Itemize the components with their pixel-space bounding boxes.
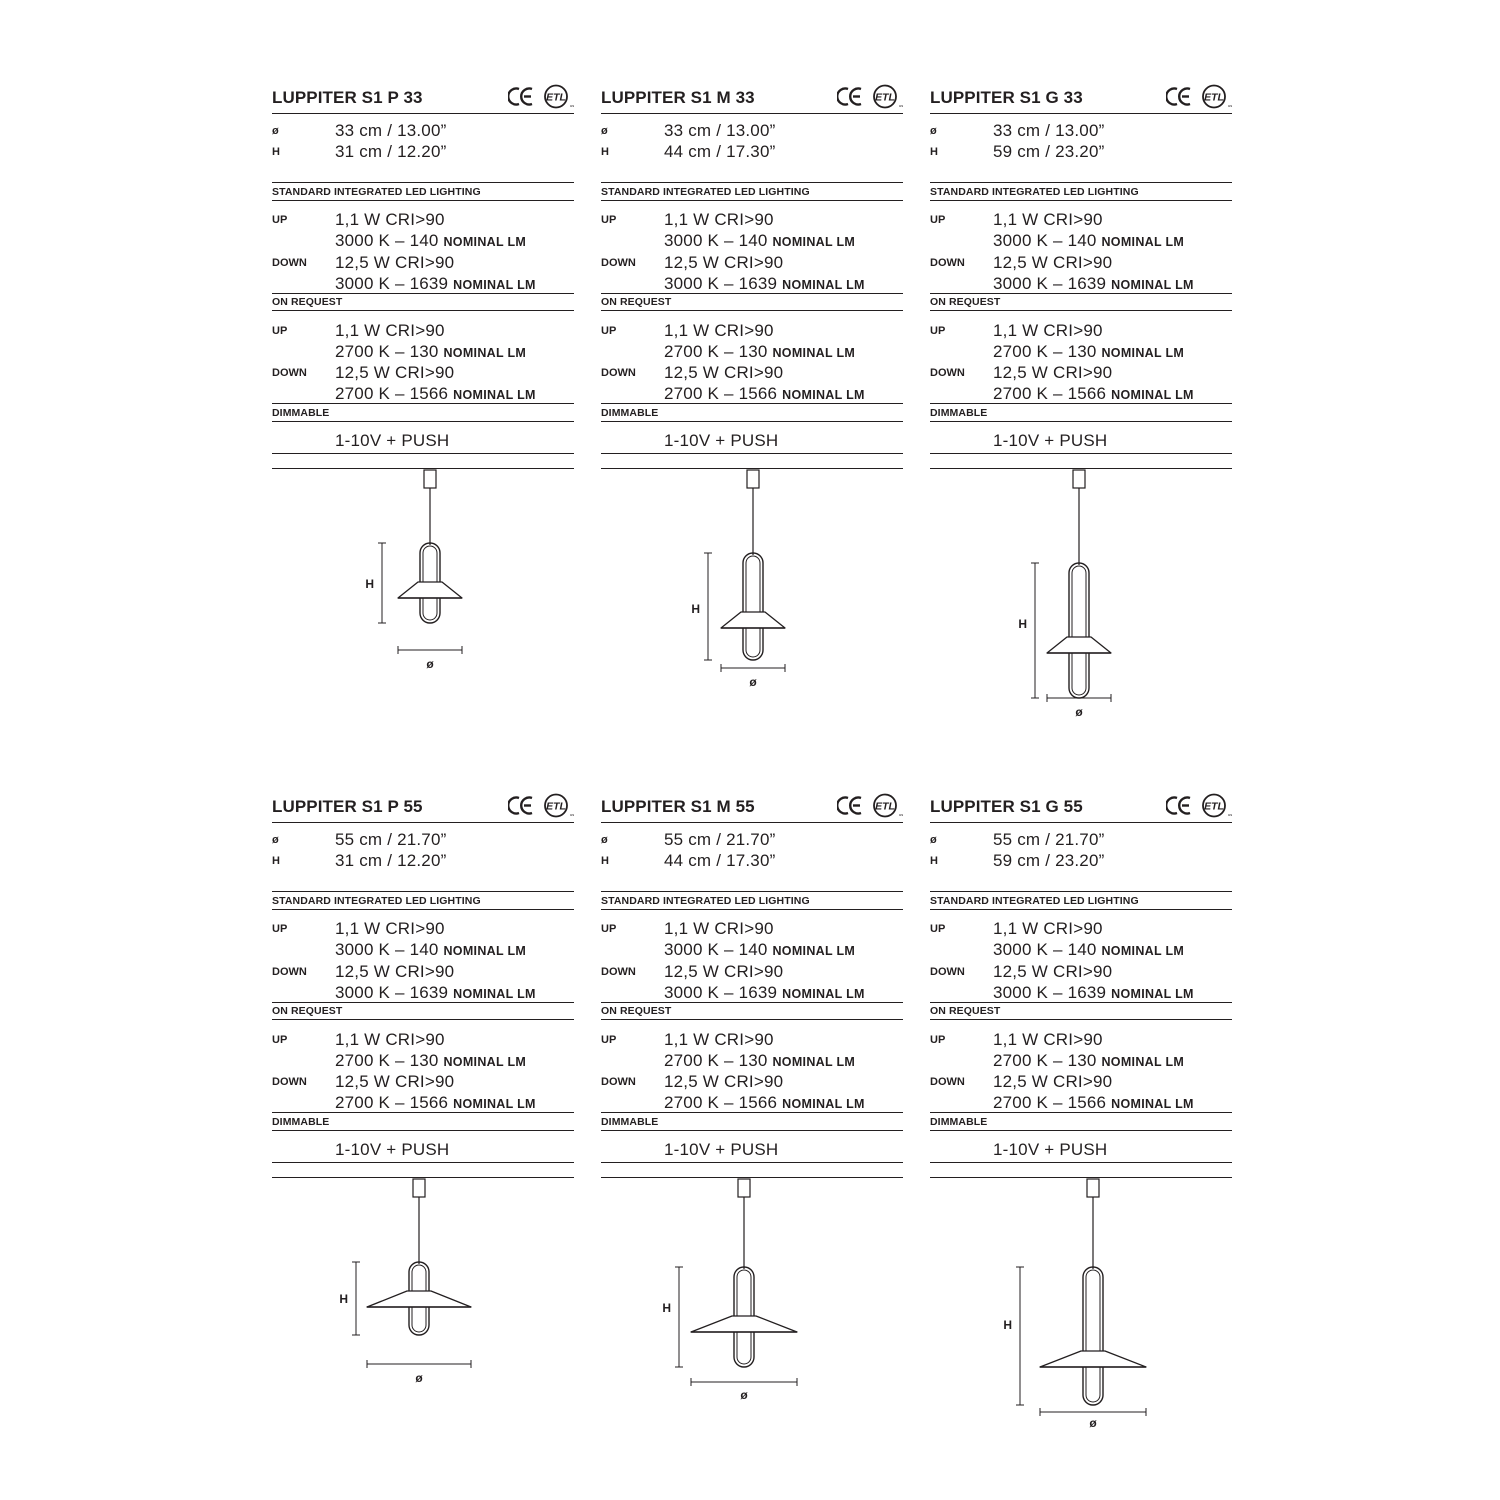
request-down-power: 12,5 W CRI>90: [664, 363, 784, 382]
dimmable-heading: DIMMABLE: [601, 1116, 659, 1128]
standard-down-label: DOWN: [930, 966, 965, 978]
divider: [930, 453, 1232, 454]
request-down-flux: 2700 K – 1566 NOMINAL LM: [335, 1093, 536, 1112]
divider: [930, 891, 1232, 892]
on-request-heading: ON REQUEST: [272, 1005, 343, 1017]
etl-listed-mark-icon: [1203, 795, 1232, 818]
height-label: H: [930, 855, 938, 867]
ce-mark-icon: [1166, 89, 1190, 105]
divider: [601, 293, 903, 294]
standard-down-power: 12,5 W CRI>90: [664, 253, 784, 272]
divider: [272, 310, 574, 311]
diameter-value: 33 cm / 13.00”: [993, 121, 1105, 140]
standard-lighting-heading: STANDARD INTEGRATED LED LIGHTING: [601, 186, 810, 198]
height-dimension-label: H: [1018, 617, 1027, 631]
request-up-power: 1,1 W CRI>90: [664, 1030, 774, 1049]
product-title: LUPPITER S1 M 33: [601, 88, 755, 107]
divider: [930, 310, 1232, 311]
request-down-power: 12,5 W CRI>90: [335, 363, 455, 382]
svg-text:us: us: [570, 812, 574, 817]
standard-up-label: UP: [272, 214, 288, 226]
divider: [272, 293, 574, 294]
divider: [930, 1019, 1232, 1020]
standard-up-label: UP: [272, 923, 288, 935]
ce-mark-label: CE: [837, 83, 839, 84]
standard-up-label: UP: [930, 923, 946, 935]
ce-mark-icon: [508, 89, 532, 105]
etl-mark-label: ETL: [875, 800, 895, 813]
ce-mark-icon: [837, 798, 861, 814]
request-up-label: UP: [272, 1034, 288, 1046]
request-up-flux: 2700 K – 130 NOMINAL LM: [664, 1051, 856, 1070]
etl-mark-label: ETL: [875, 91, 895, 104]
request-down-power: 12,5 W CRI>90: [993, 363, 1113, 382]
product-title: LUPPITER S1 P 55: [272, 797, 423, 816]
certification-marks: [1166, 83, 1232, 111]
ce-mark-label: CE: [1166, 792, 1168, 793]
etl-mark-label: ETL: [546, 91, 566, 104]
canopy: [747, 470, 759, 488]
divider: [601, 403, 903, 404]
divider: [930, 1002, 1232, 1003]
diameter-value: 55 cm / 21.70”: [335, 830, 447, 849]
lamp-shade: [1040, 1351, 1146, 1367]
ce-mark-label: CE: [1166, 83, 1168, 84]
diameter-label: ø: [272, 834, 279, 846]
standard-lighting-heading: STANDARD INTEGRATED LED LIGHTING: [601, 895, 810, 907]
divider: [601, 453, 903, 454]
divider: [601, 909, 903, 910]
etl-listed-mark-icon: [545, 795, 574, 818]
standard-up-flux: 3000 K – 140 NOMINAL LM: [335, 231, 527, 250]
standard-down-flux: 3000 K – 1639 NOMINAL LM: [664, 274, 865, 293]
svg-text:us: us: [1228, 812, 1232, 817]
divider: [272, 891, 574, 892]
height-label: H: [601, 855, 609, 867]
divider: [930, 1162, 1232, 1163]
divider: [272, 182, 574, 183]
request-up-power: 1,1 W CRI>90: [664, 321, 774, 340]
standard-down-power: 12,5 W CRI>90: [993, 962, 1113, 981]
request-down-label: DOWN: [930, 367, 965, 379]
standard-lighting-heading: STANDARD INTEGRATED LED LIGHTING: [930, 186, 1139, 198]
dimmable-heading: DIMMABLE: [930, 1116, 988, 1128]
request-up-flux: 2700 K – 130 NOMINAL LM: [993, 1051, 1185, 1070]
divider: [601, 1002, 903, 1003]
standard-up-label: UP: [601, 923, 617, 935]
request-up-power: 1,1 W CRI>90: [335, 1030, 445, 1049]
dimmable-heading: DIMMABLE: [272, 1116, 330, 1128]
height-dimension-label: H: [1003, 1318, 1012, 1332]
divider: [272, 421, 574, 422]
request-down-label: DOWN: [601, 367, 636, 379]
divider: [930, 421, 1232, 422]
height-dimension-label: H: [365, 577, 374, 591]
request-up-label: UP: [930, 1034, 946, 1046]
diameter-label: ø: [601, 125, 608, 137]
request-up-power: 1,1 W CRI>90: [993, 1030, 1103, 1049]
divider: [930, 909, 1232, 910]
height-value: 44 cm / 17.30”: [664, 142, 776, 161]
on-request-heading: ON REQUEST: [930, 296, 1001, 308]
divider: [272, 1019, 574, 1020]
request-down-power: 12,5 W CRI>90: [664, 1072, 784, 1091]
standard-down-power: 12,5 W CRI>90: [993, 253, 1113, 272]
height-label: H: [601, 146, 609, 158]
request-up-flux: 2700 K – 130 NOMINAL LM: [335, 1051, 527, 1070]
canopy: [1073, 470, 1085, 488]
divider: [272, 1112, 574, 1113]
divider: [601, 182, 903, 183]
request-up-flux: 2700 K – 130 NOMINAL LM: [664, 342, 856, 361]
dimmable-heading: DIMMABLE: [601, 407, 659, 419]
lamp-loop-inner: [746, 556, 760, 657]
diameter-label: ø: [272, 125, 279, 137]
dimmable-heading: DIMMABLE: [930, 407, 988, 419]
svg-text:us: us: [899, 812, 903, 817]
product-title: LUPPITER S1 P 33: [272, 88, 423, 107]
ce-mark-icon: [837, 89, 861, 105]
standard-down-power: 12,5 W CRI>90: [335, 253, 455, 272]
divider: [601, 1019, 903, 1020]
request-down-label: DOWN: [272, 1076, 307, 1088]
svg-text:us: us: [899, 103, 903, 108]
diameter-dimension-label: ø: [749, 675, 757, 689]
standard-down-label: DOWN: [601, 966, 636, 978]
standard-up-power: 1,1 W CRI>90: [335, 210, 445, 229]
standard-down-power: 12,5 W CRI>90: [664, 962, 784, 981]
height-dimension-label: H: [691, 602, 700, 616]
request-down-flux: 2700 K – 1566 NOMINAL LM: [664, 384, 865, 403]
lamp-shade: [721, 612, 785, 628]
diameter-value: 33 cm / 13.00”: [335, 121, 447, 140]
request-down-label: DOWN: [272, 367, 307, 379]
standard-down-flux: 3000 K – 1639 NOMINAL LM: [335, 274, 536, 293]
etl-listed-mark-icon: [545, 86, 574, 109]
certification-marks: [508, 83, 574, 111]
diameter-dimension-label: ø: [1089, 1416, 1097, 1430]
dimmable-value: 1-10V + PUSH: [335, 1140, 450, 1159]
standard-lighting-heading: STANDARD INTEGRATED LED LIGHTING: [930, 895, 1139, 907]
etl-mark-label: ETL: [1204, 800, 1224, 813]
diameter-dimension-label: ø: [426, 657, 434, 671]
standard-up-flux: 3000 K – 140 NOMINAL LM: [335, 940, 527, 959]
divider: [601, 421, 903, 422]
diameter-dimension-label: ø: [415, 1371, 423, 1385]
request-up-flux: 2700 K – 130 NOMINAL LM: [335, 342, 527, 361]
divider: [601, 1162, 903, 1163]
diameter-label: ø: [601, 834, 608, 846]
svg-text:us: us: [1228, 103, 1232, 108]
height-value: 31 cm / 12.20”: [335, 142, 447, 161]
etl-mark-label: ETL: [546, 800, 566, 813]
canopy: [413, 1179, 425, 1197]
pendant-lamp-drawing: [930, 1177, 1232, 1437]
standard-up-power: 1,1 W CRI>90: [993, 210, 1103, 229]
divider: [601, 200, 903, 201]
divider: [272, 453, 574, 454]
etl-listed-mark-icon: [874, 795, 903, 818]
pendant-lamp-drawing: [601, 468, 903, 728]
height-dimension-label: H: [662, 1301, 671, 1315]
standard-up-label: UP: [930, 214, 946, 226]
divider: [930, 113, 1232, 114]
product-title: LUPPITER S1 G 33: [930, 88, 1083, 107]
certification-marks: [837, 83, 903, 111]
standard-down-label: DOWN: [601, 257, 636, 269]
divider: [930, 822, 1232, 823]
standard-down-label: DOWN: [272, 257, 307, 269]
request-up-label: UP: [930, 325, 946, 337]
diameter-label: ø: [930, 125, 937, 137]
standard-up-power: 1,1 W CRI>90: [335, 919, 445, 938]
divider: [272, 200, 574, 201]
standard-up-power: 1,1 W CRI>90: [664, 919, 774, 938]
standard-up-flux: 3000 K – 140 NOMINAL LM: [664, 231, 856, 250]
standard-down-flux: 3000 K – 1639 NOMINAL LM: [664, 983, 865, 1002]
standard-up-flux: 3000 K – 140 NOMINAL LM: [993, 231, 1185, 250]
standard-down-power: 12,5 W CRI>90: [335, 962, 455, 981]
standard-down-flux: 3000 K – 1639 NOMINAL LM: [993, 983, 1194, 1002]
standard-up-power: 1,1 W CRI>90: [993, 919, 1103, 938]
height-value: 59 cm / 23.20”: [993, 142, 1105, 161]
request-down-flux: 2700 K – 1566 NOMINAL LM: [335, 384, 536, 403]
dimmable-value: 1-10V + PUSH: [664, 431, 779, 450]
request-down-power: 12,5 W CRI>90: [993, 1072, 1113, 1091]
divider: [601, 1130, 903, 1131]
standard-down-label: DOWN: [272, 966, 307, 978]
divider: [272, 113, 574, 114]
svg-text:us: us: [570, 103, 574, 108]
divider: [930, 182, 1232, 183]
request-down-flux: 2700 K – 1566 NOMINAL LM: [993, 384, 1194, 403]
dimmable-value: 1-10V + PUSH: [993, 431, 1108, 450]
height-value: 44 cm / 17.30”: [664, 851, 776, 870]
height-label: H: [272, 146, 280, 158]
divider: [272, 1002, 574, 1003]
divider: [601, 113, 903, 114]
height-value: 59 cm / 23.20”: [993, 851, 1105, 870]
ce-mark-label: CE: [837, 792, 839, 793]
diameter-label: ø: [930, 834, 937, 846]
diameter-value: 55 cm / 21.70”: [664, 830, 776, 849]
ce-mark-label: CE: [508, 83, 510, 84]
on-request-heading: ON REQUEST: [601, 296, 672, 308]
divider: [601, 1112, 903, 1113]
dimmable-heading: DIMMABLE: [272, 407, 330, 419]
divider: [930, 403, 1232, 404]
lamp-shade: [1047, 637, 1111, 653]
on-request-heading: ON REQUEST: [601, 1005, 672, 1017]
request-down-label: DOWN: [930, 1076, 965, 1088]
canopy: [424, 470, 436, 488]
request-up-flux: 2700 K – 130 NOMINAL LM: [993, 342, 1185, 361]
height-value: 31 cm / 12.20”: [335, 851, 447, 870]
divider: [601, 310, 903, 311]
certification-marks: [508, 792, 574, 820]
divider: [601, 891, 903, 892]
ce-mark-icon: [508, 798, 532, 814]
etl-listed-mark-icon: [1203, 86, 1232, 109]
standard-down-flux: 3000 K – 1639 NOMINAL LM: [993, 274, 1194, 293]
diameter-dimension-label: ø: [1075, 705, 1083, 719]
dimmable-value: 1-10V + PUSH: [993, 1140, 1108, 1159]
etl-mark-label: ETL: [1204, 91, 1224, 104]
pendant-lamp-drawing: [272, 1177, 574, 1437]
product-title: LUPPITER S1 G 55: [930, 797, 1083, 816]
pendant-lamp-drawing: [930, 468, 1232, 728]
height-dimension-label: H: [339, 1292, 348, 1306]
standard-up-flux: 3000 K – 140 NOMINAL LM: [664, 940, 856, 959]
request-up-label: UP: [272, 325, 288, 337]
standard-down-flux: 3000 K – 1639 NOMINAL LM: [335, 983, 536, 1002]
pendant-lamp-drawing: [272, 468, 574, 728]
diameter-value: 55 cm / 21.70”: [993, 830, 1105, 849]
ce-mark-label: CE: [508, 792, 510, 793]
pendant-lamp-drawing: [601, 1177, 903, 1437]
standard-down-label: DOWN: [930, 257, 965, 269]
height-label: H: [930, 146, 938, 158]
product-title: LUPPITER S1 M 55: [601, 797, 755, 816]
divider: [930, 1130, 1232, 1131]
divider: [272, 1130, 574, 1131]
divider: [272, 822, 574, 823]
divider: [930, 293, 1232, 294]
lamp-shade: [367, 1291, 471, 1307]
standard-up-power: 1,1 W CRI>90: [664, 210, 774, 229]
dimmable-value: 1-10V + PUSH: [335, 431, 450, 450]
dimmable-value: 1-10V + PUSH: [664, 1140, 779, 1159]
request-up-power: 1,1 W CRI>90: [993, 321, 1103, 340]
lamp-loop-inner: [1072, 566, 1086, 695]
ce-mark-icon: [1166, 798, 1190, 814]
certification-marks: [837, 792, 903, 820]
request-up-label: UP: [601, 1034, 617, 1046]
height-label: H: [272, 855, 280, 867]
diameter-dimension-label: ø: [740, 1388, 748, 1402]
request-down-flux: 2700 K – 1566 NOMINAL LM: [993, 1093, 1194, 1112]
divider: [272, 403, 574, 404]
standard-up-flux: 3000 K – 140 NOMINAL LM: [993, 940, 1185, 959]
request-down-power: 12,5 W CRI>90: [335, 1072, 455, 1091]
standard-lighting-heading: STANDARD INTEGRATED LED LIGHTING: [272, 895, 481, 907]
certification-marks: [1166, 792, 1232, 820]
request-up-power: 1,1 W CRI>90: [335, 321, 445, 340]
divider: [601, 822, 903, 823]
lamp-loop-inner: [1086, 1270, 1100, 1402]
canopy: [1087, 1179, 1099, 1197]
request-down-flux: 2700 K – 1566 NOMINAL LM: [664, 1093, 865, 1112]
standard-up-label: UP: [601, 214, 617, 226]
on-request-heading: ON REQUEST: [272, 296, 343, 308]
etl-listed-mark-icon: [874, 86, 903, 109]
divider: [272, 909, 574, 910]
canopy: [738, 1179, 750, 1197]
request-down-label: DOWN: [601, 1076, 636, 1088]
divider: [930, 1112, 1232, 1113]
request-up-label: UP: [601, 325, 617, 337]
divider: [930, 200, 1232, 201]
standard-lighting-heading: STANDARD INTEGRATED LED LIGHTING: [272, 186, 481, 198]
diameter-value: 33 cm / 13.00”: [664, 121, 776, 140]
on-request-heading: ON REQUEST: [930, 1005, 1001, 1017]
lamp-shade: [398, 582, 462, 598]
divider: [272, 1162, 574, 1163]
lamp-shade: [691, 1316, 797, 1332]
